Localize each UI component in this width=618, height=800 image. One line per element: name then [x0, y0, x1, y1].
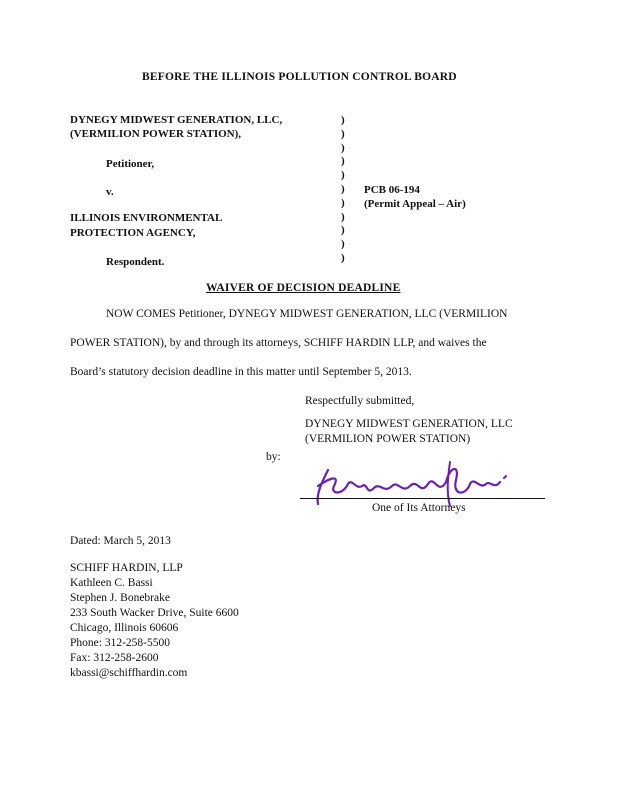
- paren: ): [341, 196, 345, 209]
- paren: ): [341, 210, 345, 223]
- case-type: (Permit Appeal – Air): [364, 198, 466, 210]
- paren: ): [341, 169, 345, 182]
- respondent-name-line1: ILLINOIS ENVIRONMENTAL: [70, 212, 223, 224]
- paren: ): [341, 155, 345, 168]
- by-label: by:: [266, 451, 281, 463]
- attorney-name-1: Kathleen C. Bassi: [70, 577, 153, 589]
- case-number: PCB 06-194: [364, 184, 420, 196]
- petitioner-name-line2: (VERMILION POWER STATION),: [70, 128, 242, 140]
- paren: ): [341, 224, 345, 237]
- respondent-name-line2: PROTECTION AGENCY,: [70, 227, 196, 239]
- firm-email[interactable]: kbassi@schiffhardin.com: [70, 667, 188, 679]
- petitioner-name-line1: DYNEGY MIDWEST GENERATION, LLC,: [70, 114, 283, 126]
- paren: ): [341, 251, 345, 264]
- body-line-1: NOW COMES Petitioner, DYNEGY MIDWEST GENERATION, LLC (VERMILION: [106, 308, 508, 320]
- attorney-name-2: Stephen J. Bonebrake: [70, 592, 170, 604]
- paren: ): [341, 238, 345, 251]
- body-line-3: Board’s statutory decision deadline in this matter until September 5, 2013.: [70, 366, 412, 378]
- party-name-line2: (VERMILION POWER STATION): [305, 433, 471, 445]
- document-title: WAIVER OF DECISION DEADLINE: [206, 282, 401, 294]
- petitioner-label: Petitioner,: [106, 158, 155, 170]
- paren: ): [341, 127, 345, 140]
- firm-fax: Fax: 312-258-2600: [70, 652, 159, 664]
- party-name-line1: DYNEGY MIDWEST GENERATION, LLC: [305, 418, 513, 430]
- paren: ): [341, 182, 345, 195]
- board-title: BEFORE THE ILLINOIS POLLUTION CONTROL BOARD: [142, 71, 457, 83]
- firm-phone: Phone: 312-258-5500: [70, 637, 170, 649]
- firm-address-2: Chicago, Illinois 60606: [70, 622, 179, 634]
- body-line-2: POWER STATION), by and through its attorneys, SCHIFF HARDIN LLP, and waives the: [70, 337, 487, 349]
- firm-name: SCHIFF HARDIN, LLP: [70, 562, 183, 574]
- signature-line: [300, 498, 545, 499]
- firm-address-1: 233 South Wacker Drive, Suite 6600: [70, 607, 239, 619]
- dated-line: Dated: March 5, 2013: [70, 535, 171, 547]
- signature-caption: One of Its Attorneys: [372, 502, 466, 514]
- paren: ): [341, 141, 345, 154]
- caption-parens: [341, 114, 345, 266]
- respectfully-submitted: Respectfully submitted,: [305, 395, 415, 407]
- respondent-label: Respondent.: [106, 256, 165, 268]
- paren: ): [341, 114, 345, 126]
- versus-label: v.: [106, 186, 114, 198]
